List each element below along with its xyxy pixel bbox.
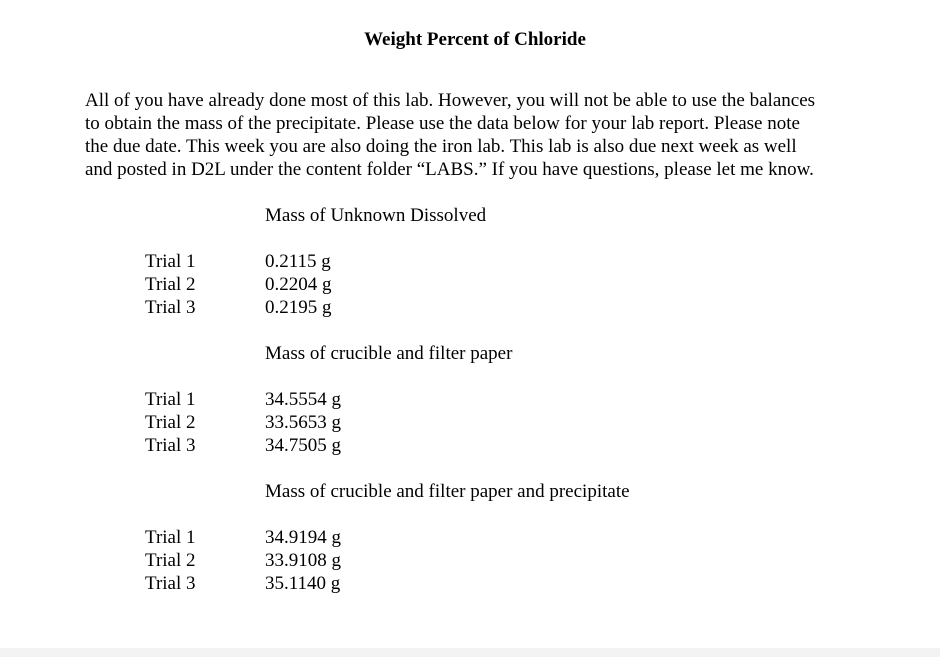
- intro-line: and posted in D2L under the content folder “LABS.” If you have questions, please let me know.: [85, 159, 814, 180]
- trial-label: Trial 1: [145, 389, 196, 410]
- trial-row: [0, 296, 940, 319]
- trial-value: 0.2195 g: [265, 297, 332, 318]
- trial-value: 33.9108 g: [265, 550, 341, 571]
- trial-value: 35.1140 g: [265, 573, 341, 594]
- trial-row: [0, 549, 940, 572]
- trial-row: [0, 526, 940, 549]
- trial-row: [0, 572, 940, 595]
- trial-value: 34.5554 g: [265, 389, 341, 410]
- trial-label: Trial 3: [145, 297, 196, 318]
- page-bottom-edge: [0, 648, 940, 657]
- trial-row: [0, 411, 940, 434]
- trial-label: Trial 1: [145, 251, 196, 272]
- trial-label: Trial 3: [145, 435, 196, 456]
- trial-value: 34.7505 g: [265, 435, 341, 456]
- trial-value: 0.2204 g: [265, 274, 332, 295]
- section-heading: Mass of crucible and filter paper and precipitate: [265, 481, 630, 502]
- trial-label: Trial 2: [145, 274, 196, 295]
- trial-row: [0, 273, 940, 296]
- section-heading: Mass of Unknown Dissolved: [265, 205, 487, 226]
- trial-value: 33.5653 g: [265, 412, 341, 433]
- trial-label: Trial 2: [145, 412, 196, 433]
- trial-row: [0, 388, 940, 411]
- trial-row: [0, 250, 940, 273]
- trial-label: Trial 3: [145, 573, 196, 594]
- trial-value: 0.2115 g: [265, 251, 331, 272]
- intro-line: All of you have already done most of this lab. However, you will not be able to use the balances: [85, 90, 816, 111]
- intro-line: to obtain the mass of the precipitate. Please use the data below for your lab report. Please note: [85, 113, 800, 134]
- trial-row: [0, 434, 940, 457]
- intro-line: the due date. This week you are also doing the iron lab. This lab is also due next week as well: [85, 136, 797, 157]
- document-title: Weight Percent of Chloride: [364, 29, 586, 50]
- trial-value: 34.9194 g: [265, 527, 341, 548]
- intro-paragraph: [85, 89, 875, 181]
- trial-label: Trial 1: [145, 527, 196, 548]
- section-heading: Mass of crucible and filter paper: [265, 343, 513, 364]
- trial-label: Trial 2: [145, 550, 196, 571]
